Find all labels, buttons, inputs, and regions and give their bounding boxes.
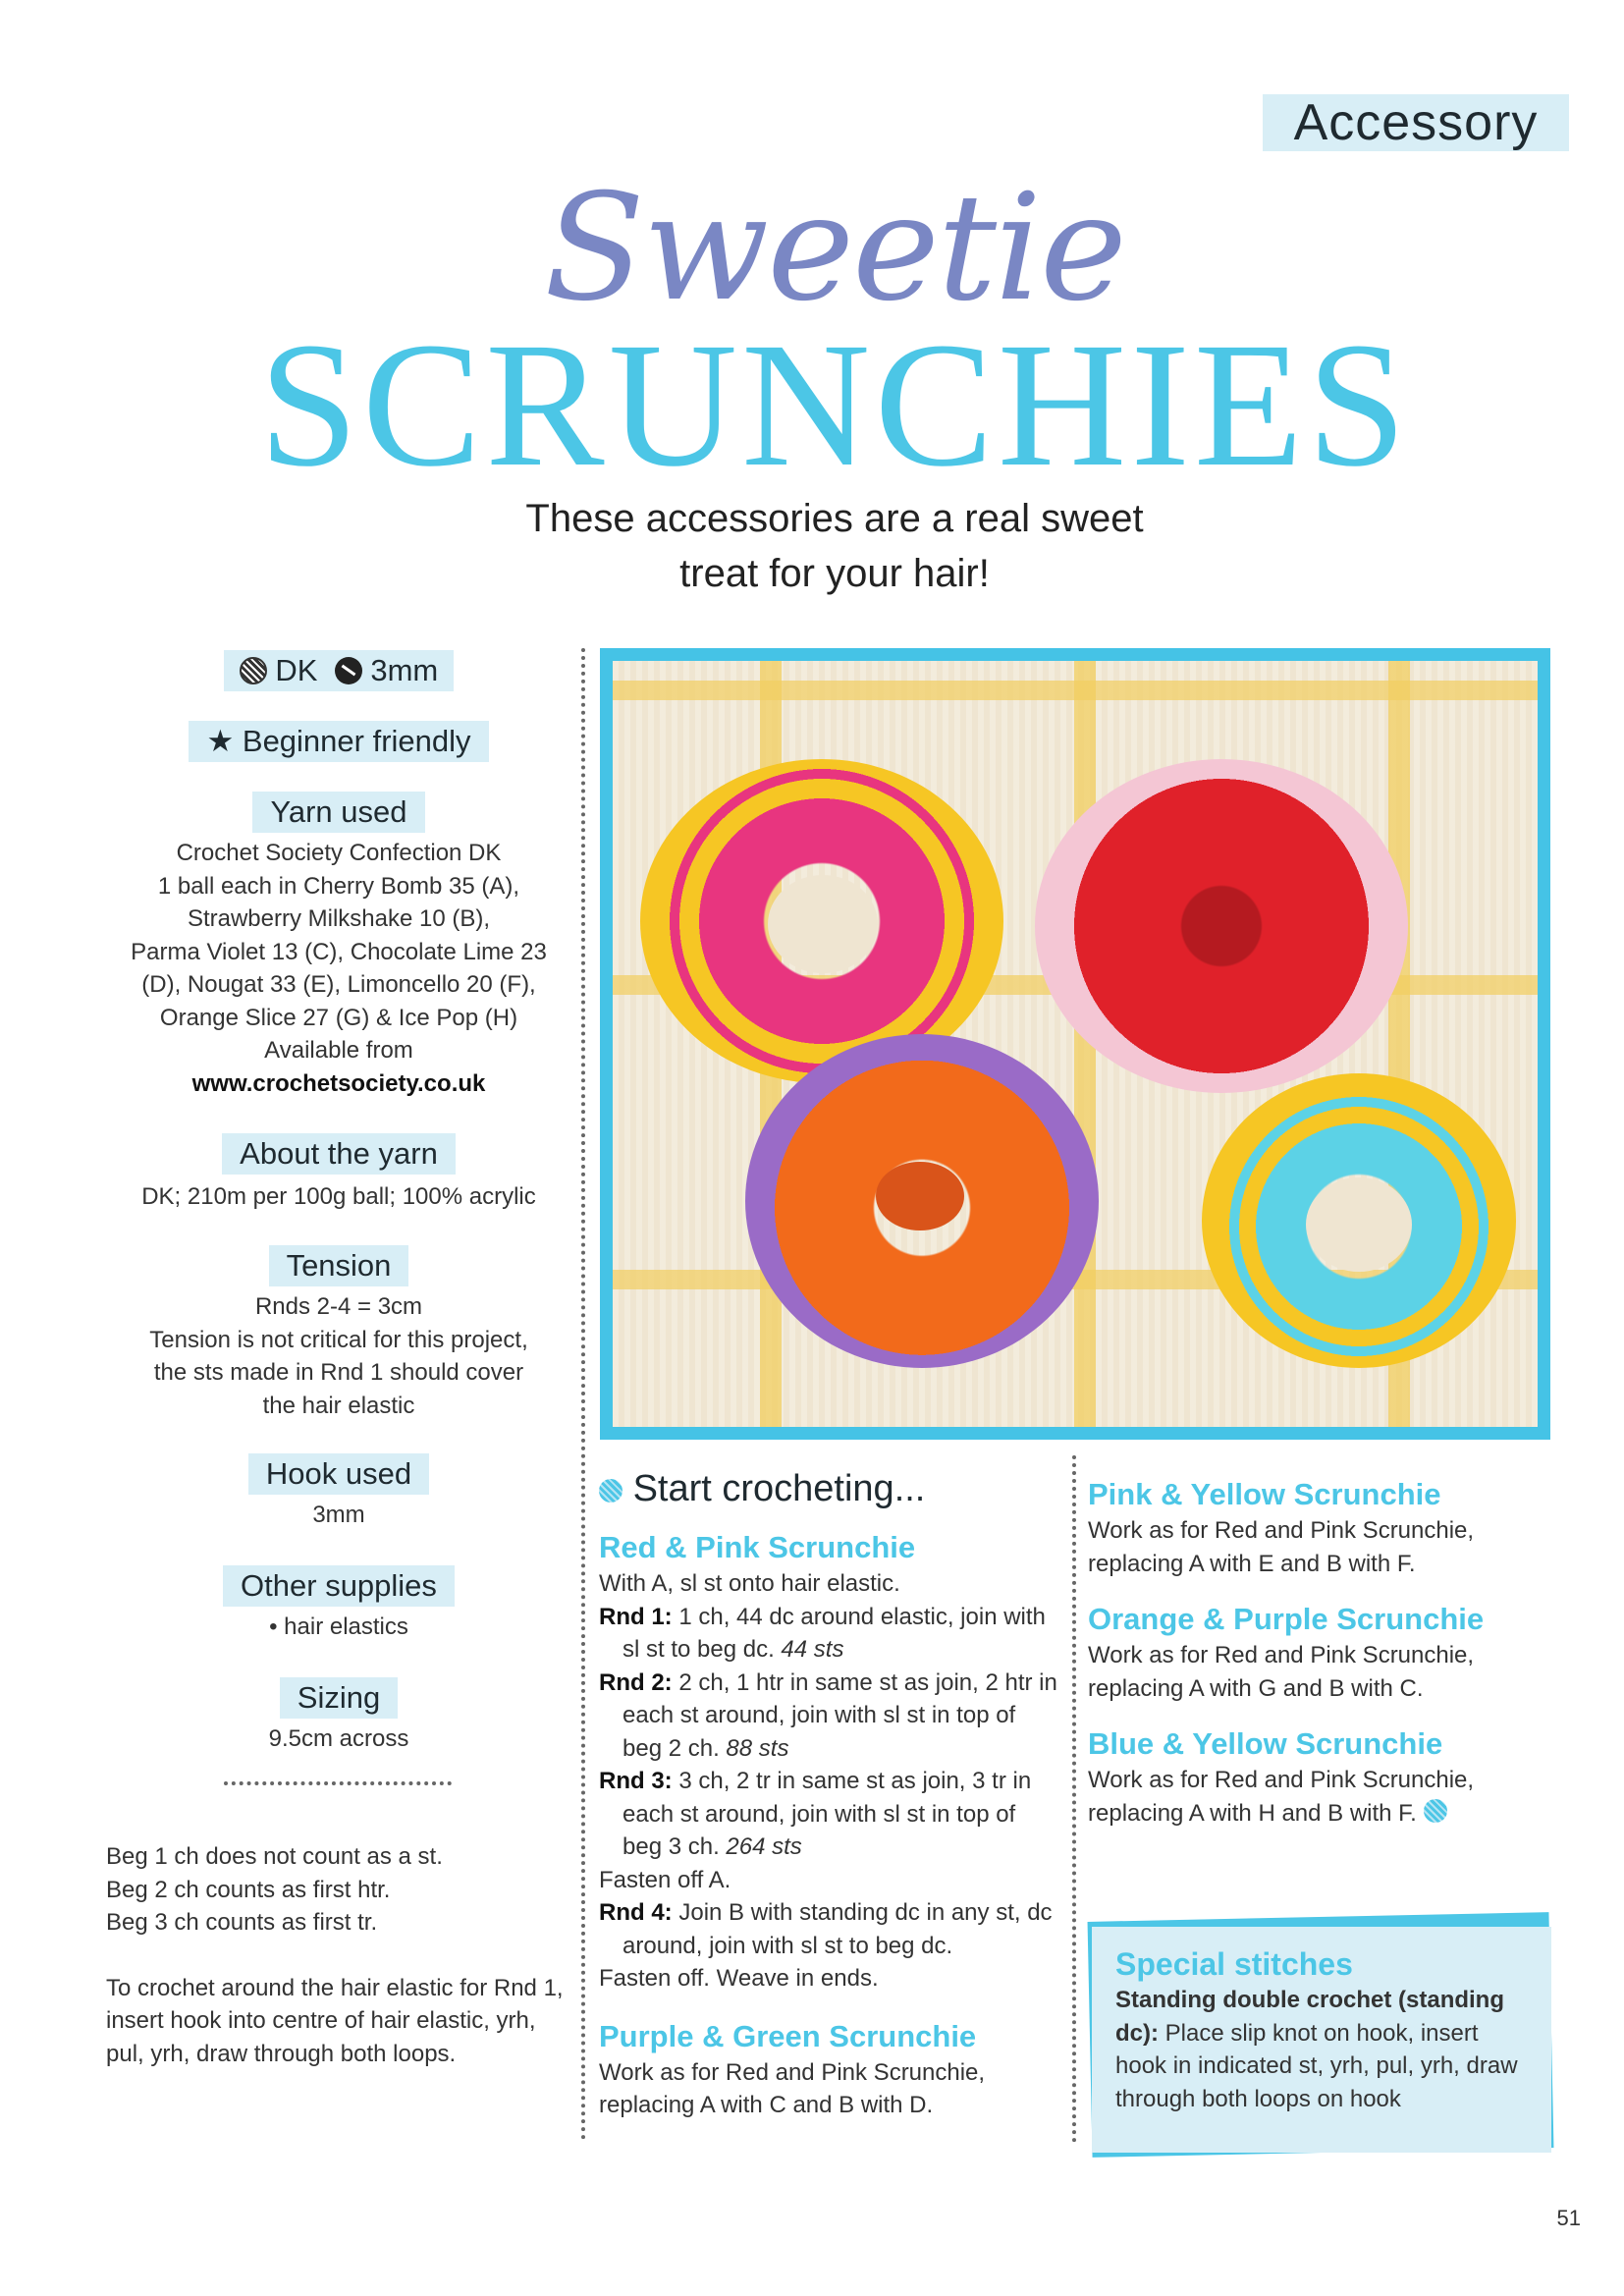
red-pink-intro: With A, sl st onto hair elastic. (599, 1570, 900, 1597)
blue-yellow-line-wrap (1088, 1797, 1559, 1831)
pink-yellow-line: replacing A with E and B with F. (1088, 1550, 1416, 1577)
difficulty-label: Beginner friendly (242, 724, 471, 758)
orange-purple-line: Work as for Red and Pink Scrunchie, (1088, 1642, 1475, 1668)
special-stitch-description: Place slip knot on hook, insert hook in indicated st, yrh, pul, yrh, draw through both loops on hook (1115, 2019, 1518, 2112)
notes-block (106, 1840, 587, 2070)
round-1 (599, 1601, 1060, 1667)
hook-used-label: Hook used (248, 1453, 429, 1495)
hook-icon (335, 657, 362, 684)
red-pink-scrunchie (1035, 759, 1408, 1093)
about-yarn-label: About the yarn (222, 1133, 456, 1175)
sidebar-divider (224, 1781, 452, 1785)
round-label: Rnd 1: (599, 1603, 673, 1630)
column-divider-right (1072, 1455, 1076, 2143)
end-mark-icon (1424, 1799, 1447, 1823)
note-line: insert hook into centre of hair elastic, yrh, (106, 2007, 536, 2034)
note-line: Beg 2 ch counts as first htr. (106, 1876, 391, 1903)
round-text: 2 ch, 1 htr in same st as join, 2 htr in each st around, join with sl st in top of beg 2 ch. (623, 1668, 1057, 1762)
stitch-count: 44 sts (781, 1636, 844, 1663)
scrunchie-photo (613, 661, 1538, 1427)
stitch-count: 264 sts (726, 1833, 802, 1860)
star-icon: ★ (206, 724, 235, 758)
sizing-label: Sizing (280, 1677, 398, 1719)
hook-used-text: 3mm (312, 1502, 365, 1528)
blue-yellow-line: replacing A with H and B with F. (1088, 1799, 1417, 1827)
title-main: SCRUNCHIES (258, 306, 1411, 504)
orange-purple-line: replacing A with G and B with C. (1088, 1674, 1424, 1702)
about-yarn-section (98, 1133, 579, 1214)
round-text: 1 ch, 44 dc around elastic, join with sl st to beg dc. (623, 1603, 1046, 1663)
stitch-count: 88 sts (726, 1734, 789, 1762)
yarn-used-line: 1 ball each in Cherry Bomb 35 (A), (157, 872, 520, 900)
other-supplies-label: Other supplies (223, 1565, 455, 1607)
finish-line: Fasten off. Weave in ends. (599, 1965, 879, 1992)
tension-line: the hair elastic (262, 1392, 415, 1419)
instructions-right-column (1088, 1475, 1559, 1830)
hook-used-section (98, 1453, 579, 1532)
fasten-off-a: Fasten off A. (599, 1866, 731, 1893)
tension-label: Tension (269, 1245, 409, 1286)
pink-yellow-line: Work as for Red and Pink Scrunchie, (1088, 1517, 1475, 1544)
blue-yellow-line: Work as for Red and Pink Scrunchie, (1088, 1767, 1475, 1793)
pink-yellow-heading: Pink & Yellow Scrunchie (1088, 1477, 1441, 1511)
title-script: Sweetie (544, 163, 1125, 334)
tension-line: Rnds 2-4 = 3cm (254, 1293, 423, 1320)
note-line: Beg 3 ch counts as first tr. (106, 1909, 378, 1936)
purple-green-line: replacing A with C and B with D. (599, 2092, 934, 2118)
yarn-used-line: (D), Nougat 33 (E), Limoncello 20 (F), (141, 971, 536, 998)
yarn-used-line: Orange Slice 27 (G) & Ice Pop (H) (159, 1004, 518, 1031)
blue-yellow-heading: Blue & Yellow Scrunchie (1088, 1726, 1443, 1761)
sizing-section (98, 1677, 579, 1756)
yarn-used-line: Parma Violet 13 (C), Chocolate Lime 23 (131, 938, 547, 965)
round-label: Rnd 3: (599, 1768, 673, 1794)
note-line: To crochet around the hair elastic for Rnd 1, (106, 1974, 564, 2001)
round-label: Rnd 4: (599, 1899, 673, 1926)
sizing-text: 9.5cm across (268, 1725, 409, 1752)
hook-size: 3mm (370, 653, 439, 687)
start-heading (599, 1465, 1060, 1512)
special-stitches-heading: Special stitches (1115, 1946, 1353, 1982)
yarn-used-line: Crochet Society Confection DK (176, 840, 502, 866)
scrunchie-hole (876, 1162, 964, 1230)
tension-section (98, 1245, 579, 1422)
instructions-middle-column (599, 1465, 1060, 2122)
supplier-website: www.crochetsociety.co.uk (191, 1069, 486, 1097)
orange-purple-heading: Orange & Purple Scrunchie (1088, 1602, 1485, 1636)
scrunchie-hole (768, 875, 878, 973)
tension-line: Tension is not critical for this project, (149, 1326, 528, 1353)
note-line: Beg 1 ch does not count as a st. (106, 1843, 443, 1870)
difficulty-badge (98, 721, 579, 762)
about-yarn-text: DK; 210m per 100g ball; 100% acrylic (141, 1183, 536, 1210)
yarn-hook-badge (98, 650, 579, 691)
red-pink-heading: Red & Pink Scrunchie (599, 1530, 916, 1564)
round-4 (599, 1896, 1060, 1962)
photo-frame (600, 648, 1550, 1440)
round-text: 3 ch, 2 tr in same st as join, 3 tr in each st around, join with sl st in top of beg 3 ch. (623, 1768, 1032, 1860)
yarn-ball-icon (240, 657, 267, 684)
yarn-used-label: Yarn used (252, 792, 424, 833)
standfirst-line: These accessories are a real sweet (525, 497, 1144, 540)
column-divider-left (581, 648, 585, 2141)
note-line: pul, yrh, draw through both loops. (106, 2040, 457, 2067)
special-stitch-term: Standing double crochet (standing dc): (1115, 1987, 1504, 2047)
tension-line: the sts made in Rnd 1 should cover (153, 1359, 524, 1386)
standfirst (412, 491, 1257, 601)
yarn-weight: DK (275, 653, 318, 687)
purple-green-line: Work as for Red and Pink Scrunchie, (599, 2058, 986, 2086)
start-heading-text: Start crocheting... (632, 1468, 926, 1509)
other-supplies-text: • hair elastics (269, 1613, 408, 1640)
yarn-ball-icon (599, 1479, 623, 1503)
yarn-used-section (98, 792, 579, 1100)
yarn-used-line: Available from (264, 1037, 413, 1064)
standfirst-line: treat for your hair! (679, 552, 990, 595)
purple-green-heading: Purple & Green Scrunchie (599, 2018, 977, 2053)
section-tag: Accessory (1263, 94, 1569, 151)
round-text: Join B with standing dc in any st, dc around, join with sl st to beg dc. (623, 1899, 1053, 1959)
round-label: Rnd 2: (599, 1668, 673, 1696)
round-3 (599, 1765, 1060, 1864)
scrunchie-hole (1306, 1177, 1412, 1272)
special-stitches-text (1115, 1984, 1528, 2115)
other-supplies-section (98, 1565, 579, 1644)
page-number: 51 (1556, 2206, 1581, 2230)
special-stitches-box (1092, 1927, 1551, 2153)
yarn-used-line: Strawberry Milkshake 10 (B), (187, 905, 491, 932)
round-2 (599, 1667, 1060, 1766)
